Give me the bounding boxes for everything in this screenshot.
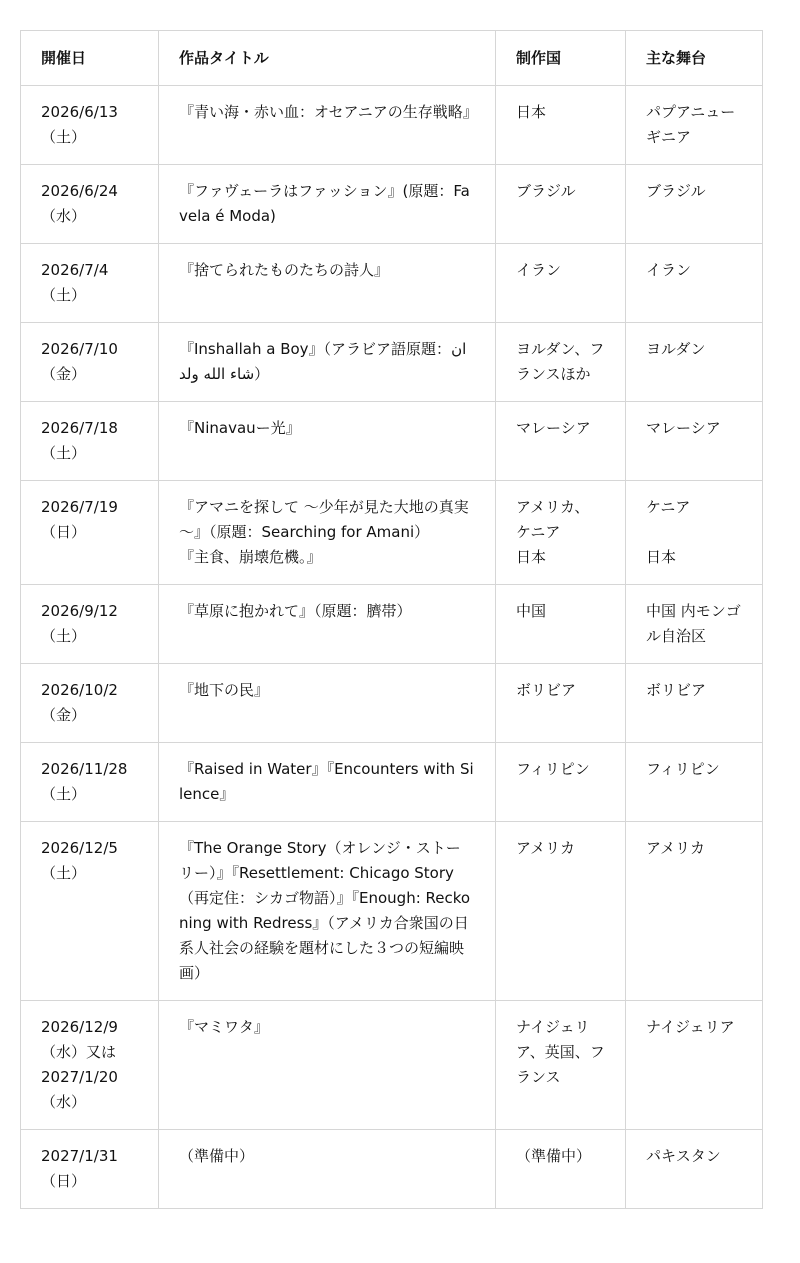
table-row (21, 664, 763, 743)
cell-setting: ヨルダン (626, 323, 763, 402)
cell-country: ヨルダン、フランスほか (496, 323, 626, 402)
table-row (21, 244, 763, 323)
cell-country: ボリビア (496, 664, 626, 743)
cell-date: 2026/9/12（土） (21, 585, 159, 664)
table-row (21, 743, 763, 822)
schedule-table (20, 30, 763, 1209)
table-row (21, 402, 763, 481)
table-row (21, 481, 763, 585)
table-row (21, 1001, 763, 1130)
cell-title: 『Inshallah a Boy』（アラビア語原題：ان شاء الله ولد） (159, 323, 496, 402)
cell-date: 2026/6/24（水） (21, 165, 159, 244)
cell-date: 2026/10/2（金） (21, 664, 159, 743)
cell-title: （準備中） (159, 1130, 496, 1209)
cell-date: 2026/6/13（土） (21, 86, 159, 165)
cell-setting: ボリビア (626, 664, 763, 743)
cell-date: 2026/12/5（土） (21, 822, 159, 1001)
cell-date: 2026/7/4（土） (21, 244, 159, 323)
cell-country: ブラジル (496, 165, 626, 244)
cell-country: 中国 (496, 585, 626, 664)
table-row (21, 323, 763, 402)
table-row (21, 86, 763, 165)
header-row (21, 31, 763, 86)
cell-title: 『草原に抱かれて』（原題：臍帯） (159, 585, 496, 664)
header-setting: 主な舞台 (626, 31, 763, 86)
header-date: 開催日 (21, 31, 159, 86)
cell-setting: ケニア 日本 (626, 481, 763, 585)
table-row (21, 1130, 763, 1209)
table-row (21, 165, 763, 244)
cell-title: 『地下の民』 (159, 664, 496, 743)
cell-setting: パキスタン (626, 1130, 763, 1209)
cell-country: （準備中） (496, 1130, 626, 1209)
cell-country: ナイジェリア、英国、フランス (496, 1001, 626, 1130)
cell-title: 『マミワタ』 (159, 1001, 496, 1130)
cell-date: 2026/11/28 （土） (21, 743, 159, 822)
cell-country: アメリカ、 ケニア 日本 (496, 481, 626, 585)
cell-country: アメリカ (496, 822, 626, 1001)
cell-setting: アメリカ (626, 822, 763, 1001)
cell-title: 『Ninavauー光』 (159, 402, 496, 481)
cell-title: 『Raised in Water』『Encounters with Silence』 (159, 743, 496, 822)
cell-date: 2026/12/9（水）又は 2027/1/20（水） (21, 1001, 159, 1130)
cell-country: イラン (496, 244, 626, 323)
cell-setting: イラン (626, 244, 763, 323)
cell-title: 『青い海・赤い血：オセアニアの生存戦略』 (159, 86, 496, 165)
cell-setting: パプアニューギニア (626, 86, 763, 165)
cell-setting: マレーシア (626, 402, 763, 481)
cell-date: 2026/7/18（土） (21, 402, 159, 481)
cell-title: 『捨てられたものたちの詩人』 (159, 244, 496, 323)
cell-title: 『The Orange Story（オレンジ・ストーリー）』『Resettlement: Chicago Story（再定住：シカゴ物語）』『Enough: Reckoning with Redress』（アメリカ合衆国の日系人社会の経験を題材にした３つの短編映画） (159, 822, 496, 1001)
table-row (21, 822, 763, 1001)
cell-title: 『アマニを探して ～少年が見た大地の真実～』（原題：Searching for Amani） 『主食、崩壊危機。』 (159, 481, 496, 585)
cell-title: 『ファヴェーラはファッション』(原題：Favela é Moda) (159, 165, 496, 244)
cell-setting: ブラジル (626, 165, 763, 244)
cell-setting: フィリピン (626, 743, 763, 822)
cell-setting: 中国 内モンゴル自治区 (626, 585, 763, 664)
cell-setting: ナイジェリア (626, 1001, 763, 1130)
screening-schedule (20, 30, 762, 1209)
cell-country: フィリピン (496, 743, 626, 822)
cell-date: 2026/7/10（金） (21, 323, 159, 402)
cell-country: 日本 (496, 86, 626, 165)
cell-date: 2027/1/31（日） (21, 1130, 159, 1209)
header-title: 作品タイトル (159, 31, 496, 86)
header-country: 制作国 (496, 31, 626, 86)
cell-country: マレーシア (496, 402, 626, 481)
table-row (21, 585, 763, 664)
cell-date: 2026/7/19（日） (21, 481, 159, 585)
